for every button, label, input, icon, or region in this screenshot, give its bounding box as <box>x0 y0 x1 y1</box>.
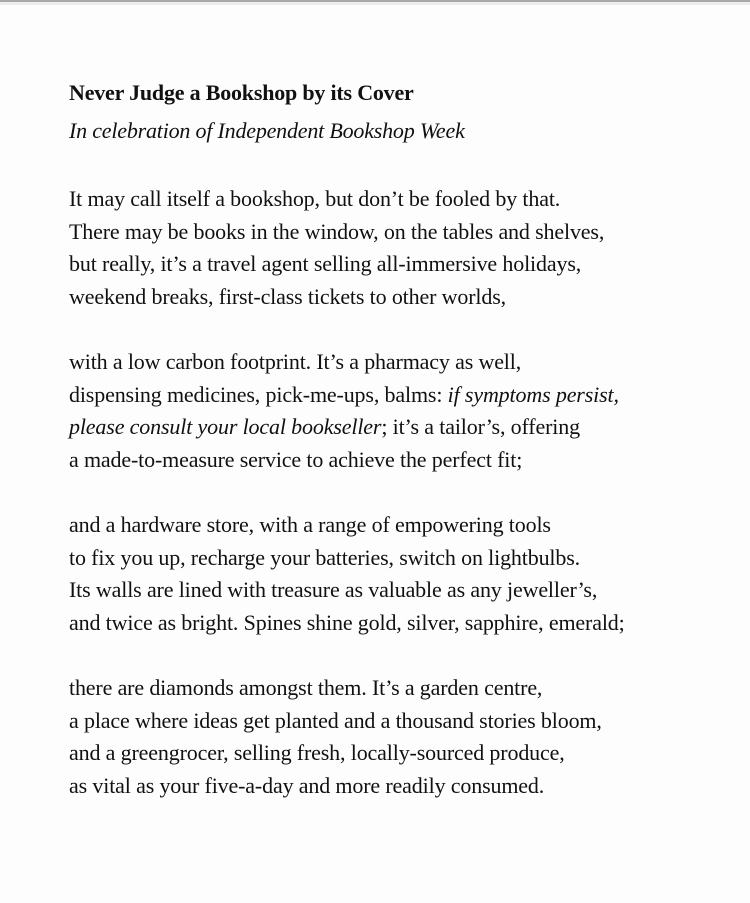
poem-line: It may call itself a bookshop, but don’t be fooled by that. <box>69 186 561 211</box>
poem-line: with a low carbon footprint. It’s a pharmacy as well, <box>69 348 522 374</box>
poem-line: and a hardware store, with a range of empowering tools <box>69 511 551 537</box>
stanza-1 <box>69 183 729 313</box>
poem-line: to fix you up, recharge your batteries, switch on lightbulbs. <box>69 544 581 570</box>
poem-line-italic-part: please consult your local bookseller <box>69 414 382 440</box>
top-border-shadow <box>0 2 750 5</box>
poem-line: but really, it’s a travel agent selling all-immersive holidays, <box>69 251 582 277</box>
poem-line: and twice as bright. Spines shine gold, silver, sapphire, emerald; <box>69 609 625 635</box>
stanza-4 <box>69 672 729 802</box>
poem-line-roman-part: ; it’s a tailor’s, offering <box>381 414 580 440</box>
stanza-2 <box>69 346 729 476</box>
poem-line: there are diamonds amongst them. It’s a garden centre, <box>69 674 543 700</box>
poem-page <box>69 78 729 835</box>
poem-line: a place where ideas get planted and a thousand stories bloom, <box>69 707 602 733</box>
poem-line-roman-part: dispensing medicines, pick-me-ups, balms: <box>69 381 448 407</box>
poem-line: a made-to-measure service to achieve the perfect fit; <box>69 446 523 472</box>
stanza-3 <box>69 509 729 639</box>
poem-line: Its walls are lined with treasure as valuable as any jeweller’s, <box>69 577 598 603</box>
poem-line: weekend breaks, first-class tickets to other worlds, <box>69 283 506 309</box>
poem-line: as vital as your five-a-day and more readily consumed. <box>69 772 545 798</box>
poem-line <box>69 411 729 444</box>
poem-line-italic-part: if symptoms persist, <box>447 381 619 407</box>
poem-line: There may be books in the window, on the tables and shelves, <box>69 218 605 244</box>
poem-line <box>69 379 729 412</box>
poem-title: Never Judge a Bookshop by its Cover <box>69 80 414 105</box>
poem-line: and a greengrocer, selling fresh, locally-sourced produce, <box>69 740 565 766</box>
poem-subtitle: In celebration of Independent Bookshop Week <box>69 118 465 143</box>
poem-body <box>69 183 729 802</box>
